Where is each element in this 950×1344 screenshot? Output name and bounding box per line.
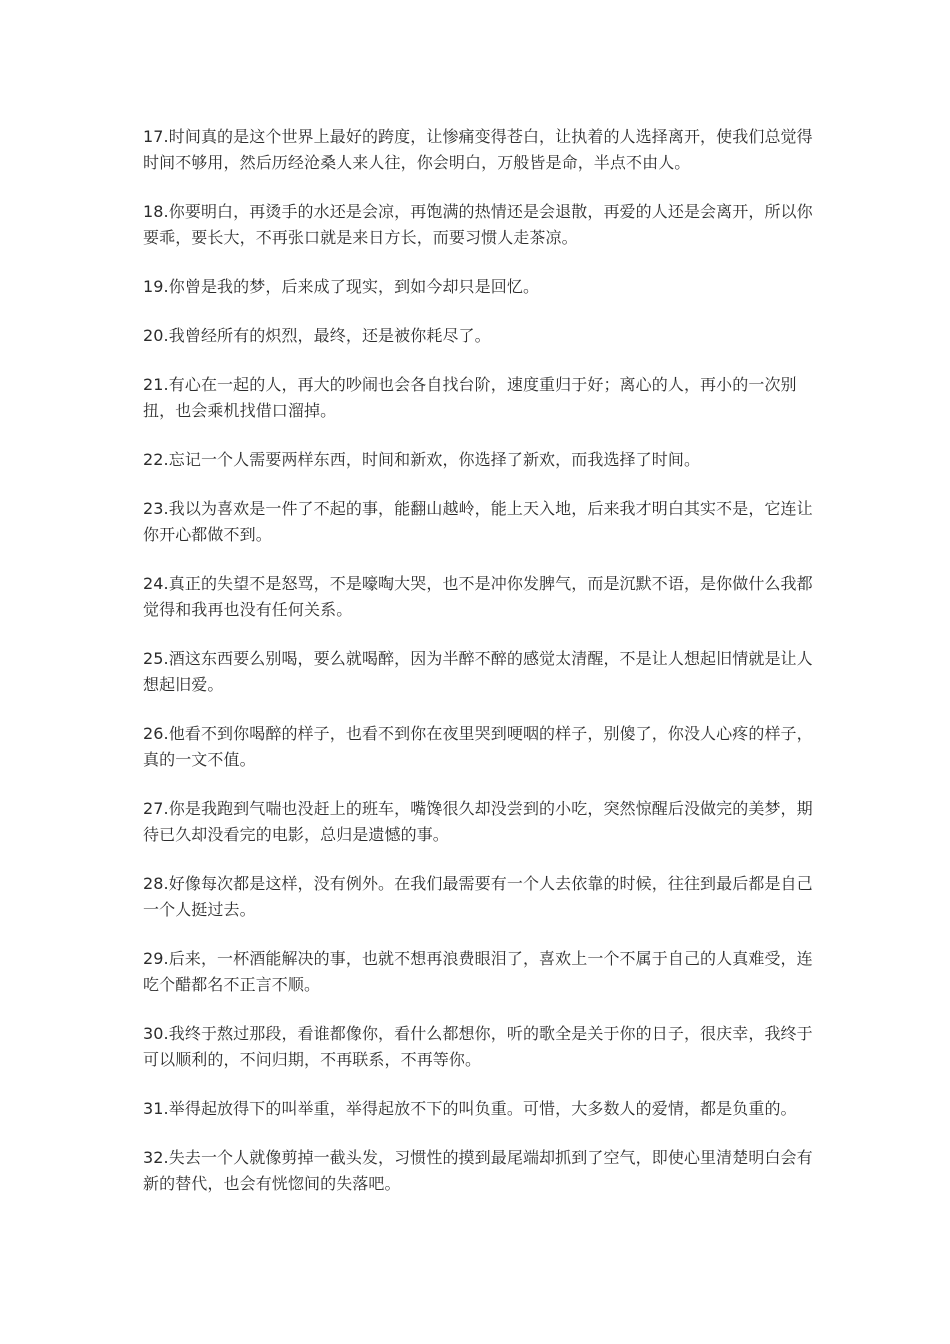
paragraph-21: 21.有心在一起的人，再大的吵闹也会各自找台阶，速度重归于好；离心的人，再小的一次别扭，也会乘机找借口溜掉。 xyxy=(143,375,797,420)
paragraph-29: 29.后来，一杯酒能解决的事，也就不想再浪费眼泪了，喜欢上一个不属于自己的人真难受，连吃个醋都名不正言不顺。 xyxy=(143,949,813,994)
paragraph-19: 19.你曾是我的梦，后来成了现实，到如今却只是回忆。 xyxy=(143,277,540,296)
document-body xyxy=(143,124,815,1220)
paragraph-25: 25.酒这东西要么别喝，要么就喝醉，因为半醉不醉的感觉太清醒，不是让人想起旧情就是让人想起旧爱。 xyxy=(143,649,813,694)
paragraph-28: 28.好像每次都是这样，没有例外。在我们最需要有一个人去依靠的时候，往往到最后都是自己一个人挺过去。 xyxy=(143,874,813,919)
paragraph-26: 26.他看不到你喝醉的样子，也看不到你在夜里哭到哽咽的样子，别傻了，你没人心疼的样子，真的一文不值。 xyxy=(143,724,813,769)
paragraph-31: 31.举得起放得下的叫举重，举得起放不下的叫负重。可惜，大多数人的爱情，都是负重的。 xyxy=(143,1099,797,1118)
paragraph-18: 18.你要明白，再烫手的水还是会凉，再饱满的热情还是会退散，再爱的人还是会离开，所以你要乖，要长大，不再张口就是来日方长，而要习惯人走茶凉。 xyxy=(143,202,813,247)
paragraph-24: 24.真正的失望不是怒骂，不是嚎啕大哭，也不是冲你发脾气，而是沉默不语，是你做什么我都觉得和我再也没有任何关系。 xyxy=(143,574,813,619)
paragraph-32: 32.失去一个人就像剪掉一截头发，习惯性的摸到最尾端却抓到了空气，即使心里清楚明白会有新的替代，也会有恍惚间的失落吧。 xyxy=(143,1148,813,1193)
paragraph-20: 20.我曾经所有的炽烈，最终，还是被你耗尽了。 xyxy=(143,326,491,345)
paragraph-22: 22.忘记一个人需要两样东西，时间和新欢，你选择了新欢，而我选择了时间。 xyxy=(143,450,701,469)
paragraph-27: 27.你是我跑到气喘也没赶上的班车，嘴馋很久却没尝到的小吃，突然惊醒后没做完的美梦，期待已久却没看完的电影，总归是遗憾的事。 xyxy=(143,799,813,844)
paragraph-17: 17.时间真的是这个世界上最好的跨度，让惨痛变得苍白，让执着的人选择离开，使我们总觉得时间不够用，然后历经沧桑人来人往，你会明白，万般皆是命，半点不由人。 xyxy=(143,127,813,172)
paragraph-23: 23.我以为喜欢是一件了不起的事，能翻山越岭，能上天入地，后来我才明白其实不是，它连让你开心都做不到。 xyxy=(143,499,813,544)
paragraph-30: 30.我终于熬过那段，看谁都像你，看什么都想你，听的歌全是关于你的日子，很庆幸，我终于可以顺利的，不问归期，不再联系，不再等你。 xyxy=(143,1024,813,1069)
